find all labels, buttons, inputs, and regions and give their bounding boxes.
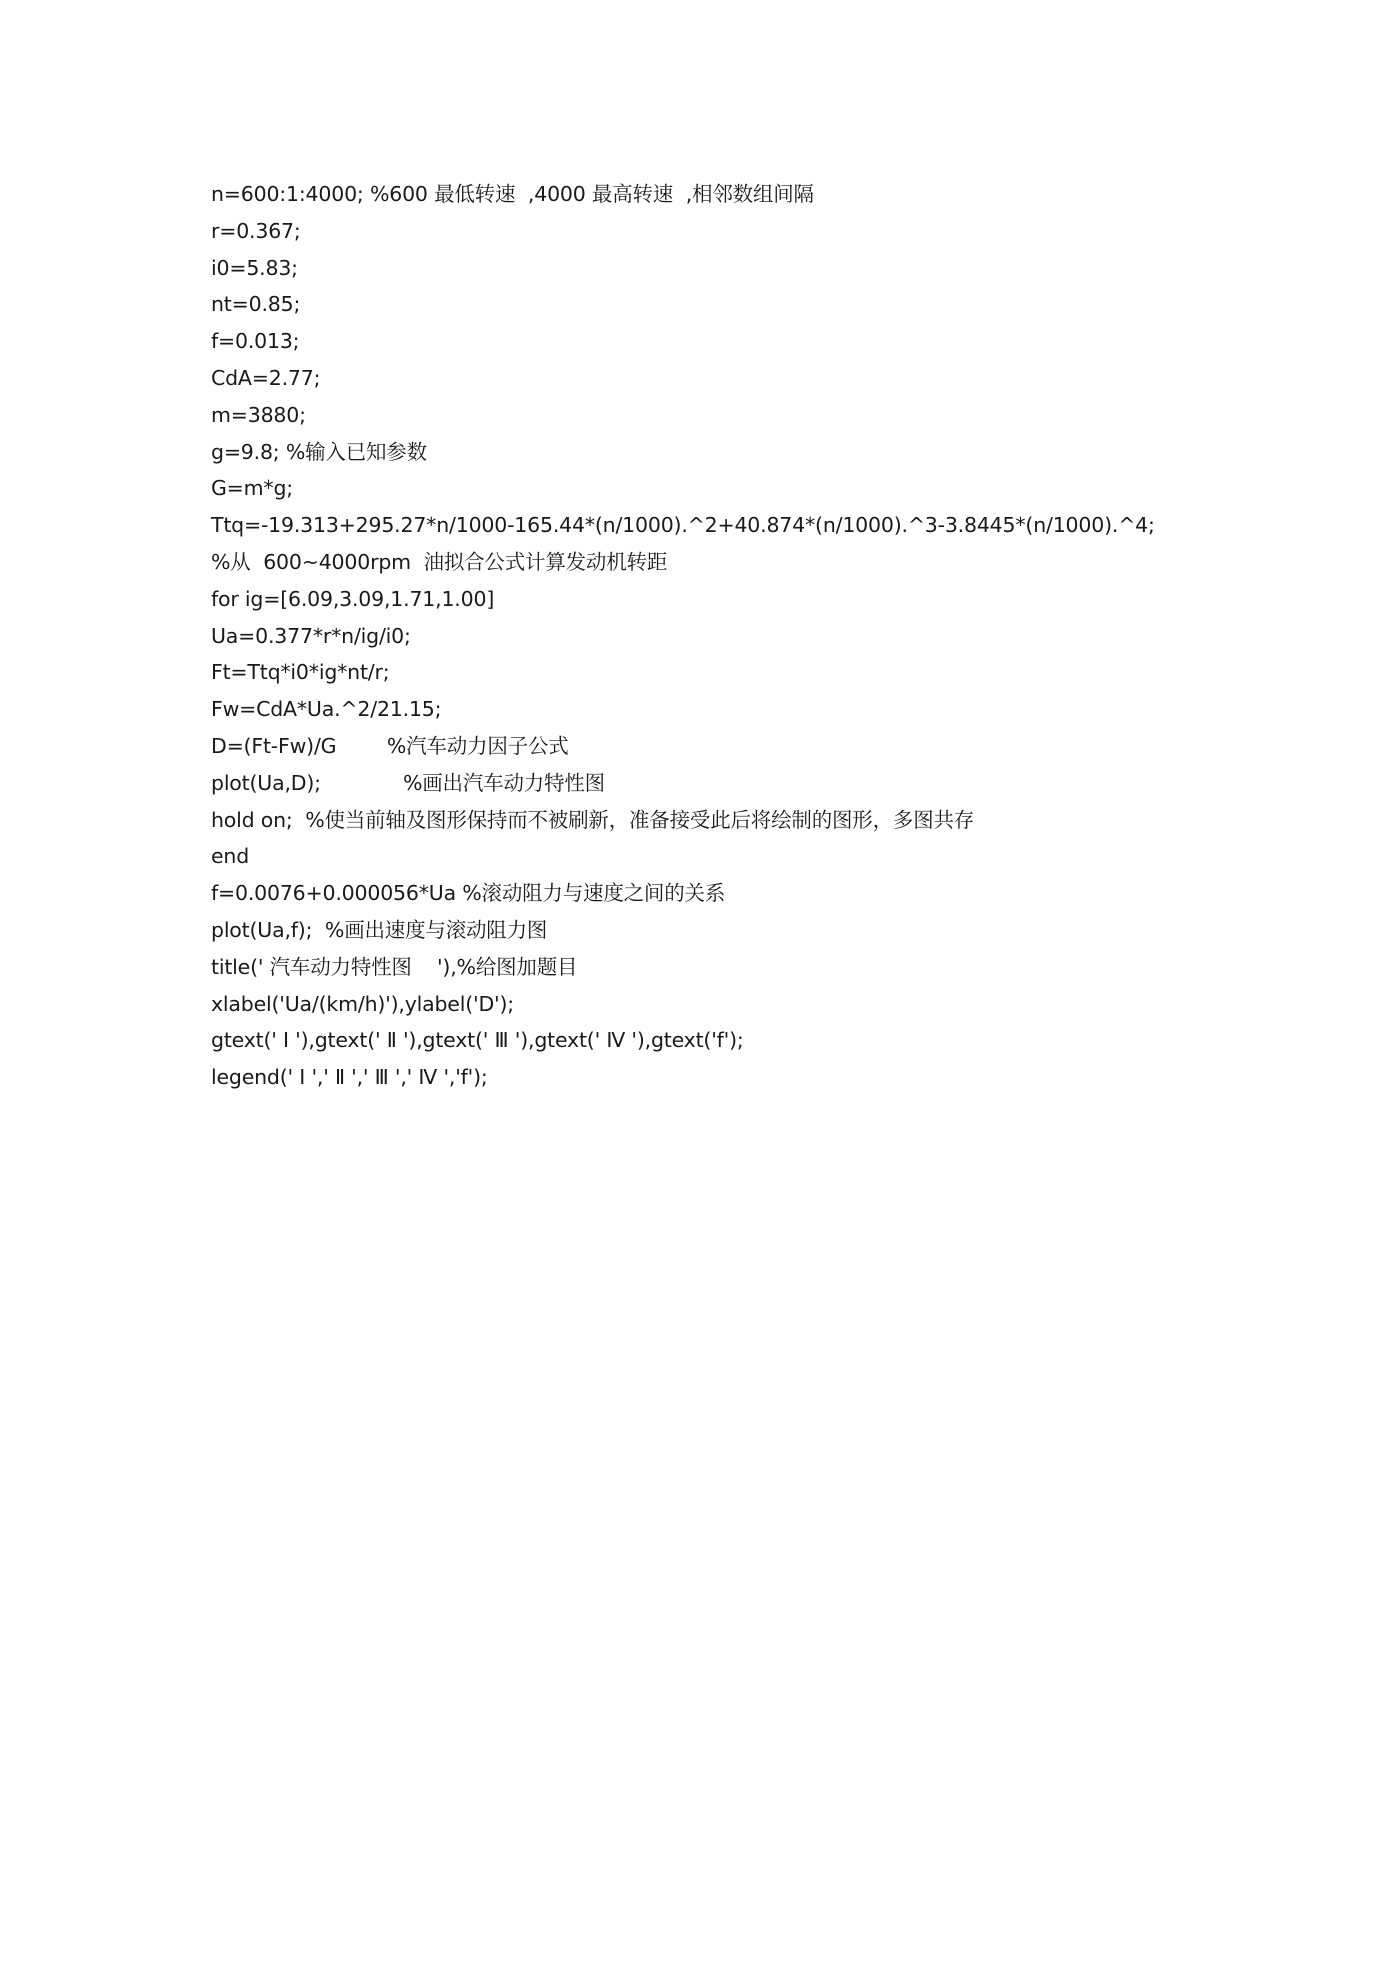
- code-line: Ua=0.377*r*n/ig/i0;: [211, 623, 411, 648]
- code-line: hold on; %使当前轴及图形保持而不被刷新，准备接受此后将绘制的图形，多图共存: [211, 807, 975, 832]
- code-line: D=(Ft-Fw)/G %汽车动力因子公式: [211, 733, 569, 758]
- code-line: gtext(' Ⅰ '),gtext(' Ⅱ '),gtext(' Ⅲ '),gtext(' Ⅳ '),gtext('f');: [211, 1028, 744, 1053]
- code-line: title(' 汽车动力特性图 '),%给图加题目: [211, 954, 578, 979]
- code-line: g=9.8; %输入已知参数: [211, 439, 427, 464]
- code-line: m=3880;: [211, 402, 306, 427]
- code-line: Ttq=-19.313+295.27*n/1000-165.44*(n/1000).^2+40.874*(n/1000).^3-3.8445*(n/1000).^4;: [211, 513, 1155, 538]
- code-line: xlabel('Ua/(km/h)'),ylabel('D');: [211, 991, 514, 1016]
- code-line: Fw=CdA*Ua.^2/21.15;: [211, 697, 442, 722]
- code-line: i0=5.83;: [211, 255, 298, 280]
- code-line: G=m*g;: [211, 476, 294, 501]
- matlab-code-block: [211, 176, 1331, 1096]
- code-line: plot(Ua,f); %画出速度与滚动阻力图: [211, 917, 548, 942]
- code-line: end: [211, 844, 250, 869]
- code-line: %从 600~4000rpm 油拟合公式计算发动机转距: [211, 549, 668, 574]
- code-line: nt=0.85;: [211, 292, 301, 317]
- code-line: f=0.0076+0.000056*Ua %滚动阻力与速度之间的关系: [211, 881, 726, 906]
- code-line: legend(' Ⅰ ',' Ⅱ ',' Ⅲ ',' Ⅳ ','f');: [211, 1065, 488, 1090]
- code-line: n=600:1:4000; %600 最低转速 ,4000 最高转速 ,相邻数组间隔: [211, 182, 814, 206]
- code-line: r=0.367;: [211, 218, 301, 243]
- code-line: CdA=2.77;: [211, 365, 321, 390]
- code-line: plot(Ua,D); %画出汽车动力特性图: [211, 770, 605, 795]
- code-line: f=0.013;: [211, 329, 300, 354]
- code-line: Ft=Ttq*i0*ig*nt/r;: [211, 660, 390, 685]
- code-line: for ig=[6.09,3.09,1.71,1.00]: [211, 586, 495, 611]
